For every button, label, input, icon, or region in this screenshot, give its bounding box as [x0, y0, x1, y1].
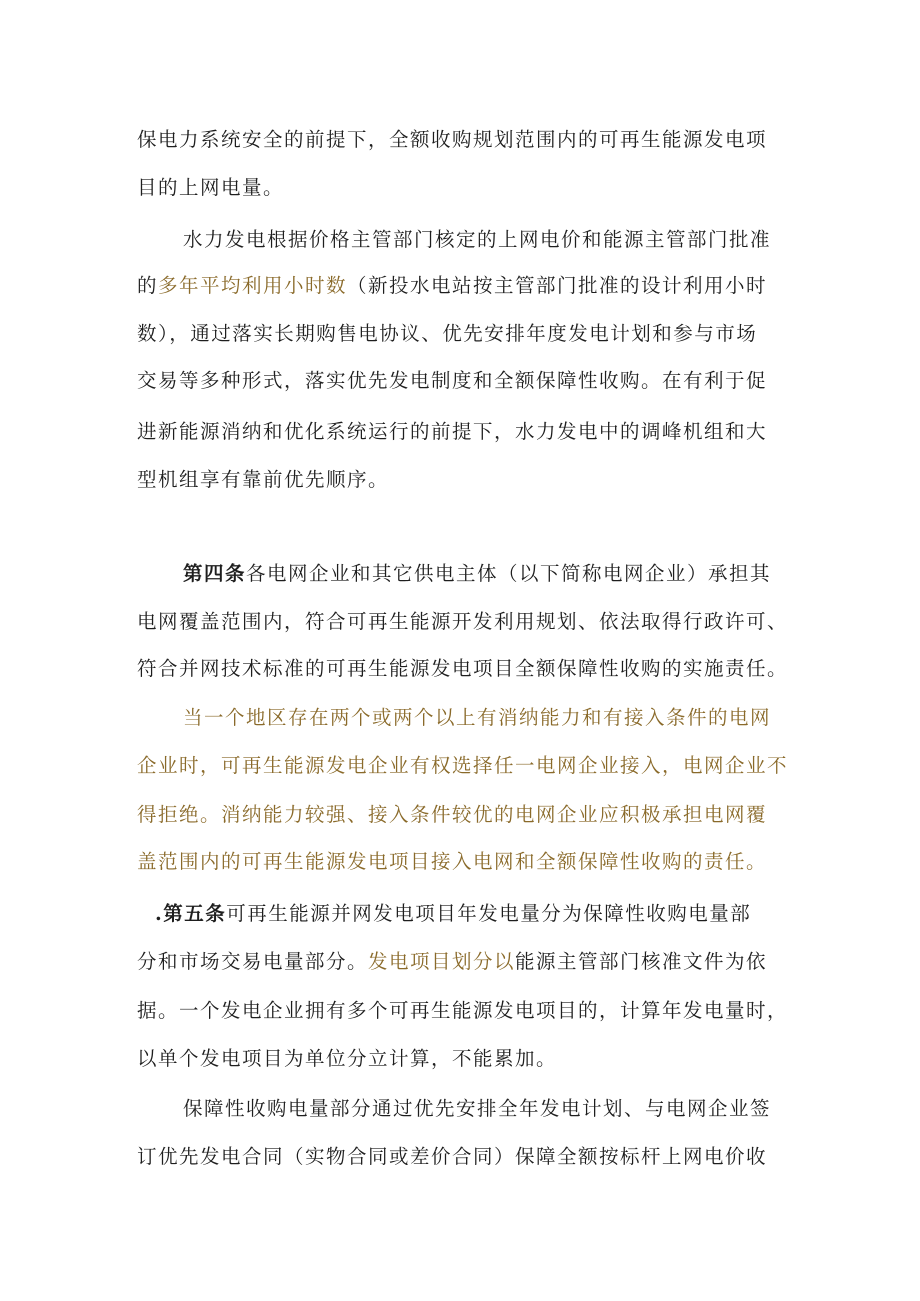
paragraph-line	[137, 655, 797, 683]
paragraph-line	[137, 997, 797, 1025]
paragraph-line	[137, 272, 797, 300]
article-number: 第四条	[183, 562, 247, 585]
paragraph-line	[137, 1045, 797, 1073]
paragraph-line	[137, 752, 797, 780]
paragraph-line	[137, 848, 797, 876]
text-run: 各电网企业和其它供电主体（以下简称电网企业）承担其	[246, 562, 772, 585]
paragraph-line	[137, 466, 797, 494]
text-run: 以单个发电项目为单位分立计算，不能累加。	[137, 1047, 558, 1070]
highlighted-text: 得拒绝。消纳能力较强、接入条件较优的电网企业应积极承担电网覆	[137, 803, 768, 826]
paragraph-line	[137, 174, 797, 202]
highlighted-text: 多年平均利用小时数	[158, 274, 348, 297]
article-number: .第五条	[155, 902, 227, 925]
paragraph-line	[183, 226, 797, 254]
text-run: 符合并网技术标准的可再生能源发电项目全额保障性收购的实施责任。	[137, 657, 789, 680]
text-run: 保电力系统安全的前提下，全额收购规划范围内的可再生能源发电项	[137, 128, 768, 151]
text-run: 据。一个发电企业拥有多个可再生能源发电项目的，计算年发电量时，	[137, 999, 789, 1022]
text-run: 进新能源消纳和优化系统运行的前提下，水力发电中的调峰机组和大	[137, 420, 768, 443]
text-run: （新投水电站按主管部门批准的设计利用小时	[347, 274, 768, 297]
text-run: 水力发电根据价格主管部门核定的上网电价和能源主管部门批准	[183, 228, 772, 251]
paragraph-line	[137, 948, 797, 976]
paragraph-line	[137, 126, 797, 154]
paragraph-line	[137, 418, 797, 446]
text-run: 型机组享有靠前优先顺序。	[137, 468, 390, 491]
paragraph-line	[137, 320, 797, 348]
paragraph-line	[137, 367, 797, 395]
paragraph-line	[183, 704, 797, 732]
paragraph-line	[137, 801, 797, 829]
highlighted-text: 盖范围内的可再生能源发电项目接入电网和全额保障性收购的责任。	[137, 850, 768, 873]
text-run: 分和市场交易电量部分。	[137, 950, 369, 973]
text-run: 的	[137, 274, 159, 297]
text-run: 电网覆盖范围内，符合可再生能源开发利用规划、依法取得行政许可、	[137, 610, 789, 633]
text-run: 数），通过落实长期购售电协议、优先安排年度发电计划和参与市场	[137, 322, 758, 345]
article-heading-line	[155, 900, 815, 928]
highlighted-text: 企业时，可再生能源发电企业有权选择任一电网企业接入，电网企业不	[137, 754, 789, 777]
highlighted-text: 发电项目划分以	[368, 950, 516, 973]
text-run: 目的上网电量。	[137, 176, 285, 199]
article-heading-line	[183, 560, 797, 588]
paragraph-line	[183, 1095, 797, 1123]
paragraph-line	[137, 1143, 797, 1171]
text-run: 可再生能源并网发电项目年发电量分为保障性收购电量部	[226, 902, 752, 925]
paragraph-line	[137, 608, 797, 636]
highlighted-text: 当一个地区存在两个或两个以上有消纳能力和有接入条件的电网	[183, 706, 772, 729]
text-run: 订优先发电合同（实物合同或差价合同）保障全额按标杆上网电价收	[137, 1145, 768, 1168]
text-run: 能源主管部门核准文件为依	[515, 950, 768, 973]
text-run: 交易等多种形式，落实优先发电制度和全额保障性收购。在有利于促	[137, 369, 768, 392]
text-run: 保障性收购电量部分通过优先安排全年发电计划、与电网企业签	[183, 1097, 772, 1120]
